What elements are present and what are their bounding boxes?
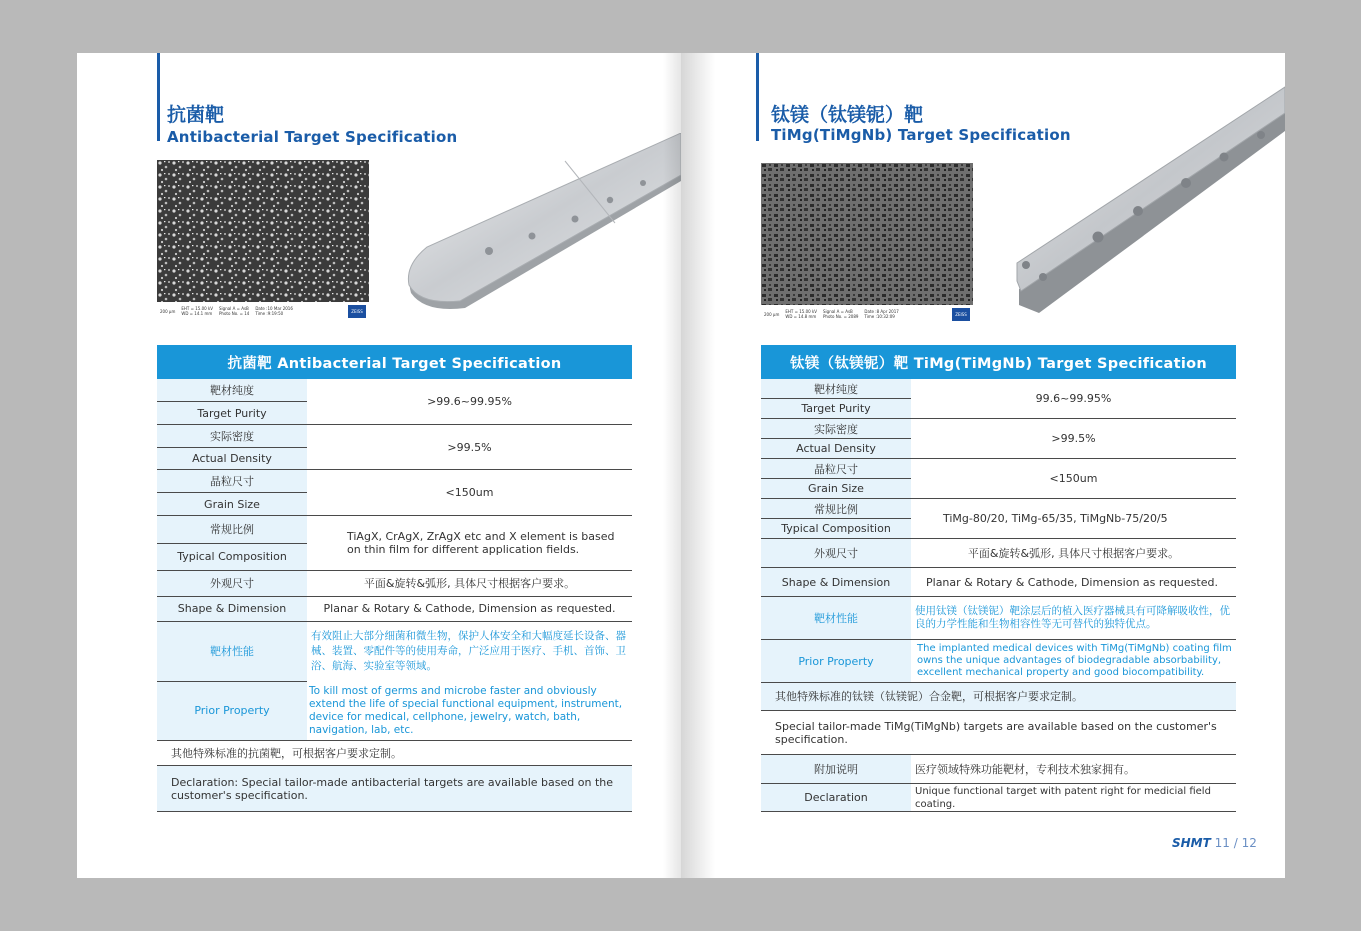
table-row [157,425,632,470]
right-page [681,53,1285,878]
label-en: Shape & Dimension [761,567,911,596]
label-en: Actual Density [157,447,307,470]
extra-value-en: Unique functional target with patent right for medicial field coating. [915,785,1211,810]
antibacterial-spec-table [157,345,632,812]
row-label [761,459,911,498]
label-zh: 靶材性能 [814,612,858,625]
row-value-zh: 平面&旋转&弧形, 具体尺寸根据客户要求。 [307,571,632,597]
page-title-zh: 抗菌靶 [167,104,225,126]
row-label [761,419,911,458]
extra-label-en: Declaration [804,791,868,804]
row-value: <150um [445,486,494,499]
micrograph-texture [761,163,973,305]
row-value-zh: 平面&旋转&弧形, 具体尺寸根据客户要求。 [911,539,1236,568]
label-en: Grain Size [761,478,911,498]
label-en: Grain Size [157,492,307,515]
row-label [761,755,911,783]
page-range: 11 / 12 [1214,836,1257,850]
row-value: >99.5% [1051,432,1096,445]
table-note-zh: 其他特殊标准的钛镁（钛镁铌）合金靶，可根据客户要求定制。 [761,683,1236,711]
accent-bar [157,53,160,141]
label-en: Actual Density [761,438,911,458]
row-value: TiMg-80/20, TiMg-65/35, TiMgNb-75/20/5 [943,512,1168,525]
row-value-group [307,622,632,740]
brand-mark: SHMT [1172,836,1211,850]
table-row [761,784,1236,812]
row-value-group [307,571,632,621]
row-value-group [911,597,1236,682]
table-row [761,597,1236,683]
label-en: Prior Property [761,639,911,682]
sem-time: Time :10:32:09 [864,314,895,319]
row-label [157,571,307,621]
label-zh: 实际密度 [814,422,858,436]
spec-table-header: 抗菌靶 Antibacterial Target Specification [157,345,632,379]
row-value: >99.6~99.95% [427,395,512,408]
label-zh: 常规比例 [210,523,254,537]
sem-micrograph [761,163,973,323]
table-row [761,419,1236,459]
zeiss-logo: ZEISS [348,305,366,318]
page-number [1172,836,1257,850]
label-zh: 外观尺寸 [210,577,254,591]
table-row [157,622,632,741]
label-en: Typical Composition [157,543,307,571]
sem-photo: Photo No. = 2089 [823,314,859,319]
extra-label-zh: 附加说明 [814,763,858,776]
micrograph-texture [157,160,369,302]
row-label [761,539,911,596]
label-zh: 靶材性能 [210,645,254,659]
sem-scale: 200 μm [764,311,780,317]
label-zh: 外观尺寸 [814,547,858,560]
label-en: Shape & Dimension [157,596,307,622]
label-zh: 晶粒尺寸 [814,462,858,476]
row-value: 99.6~99.95% [1035,392,1112,405]
left-page [77,53,681,878]
row-value-zh: 有效阻止大部分细菌和微生物，保护人体安全和大幅度延长设备、器械、装置、零配件等的使用寿命，广泛应用于医疗、手机、首饰、卫浴、航海、实验室等领域。 [311,630,626,672]
table-row [761,499,1236,539]
row-label [157,516,307,570]
spec-table-header: 钛镁（钛镁铌）靶 TiMg(TiMgNb) Target Specification [761,345,1236,379]
sem-date: Date :10 Mar 2016 [255,306,293,311]
row-value: >99.5% [447,440,492,454]
label-en: Prior Property [157,681,307,741]
label-zh: 常规比例 [814,502,858,516]
row-label [761,784,911,811]
sem-signal: Signal A = AsB [823,309,853,314]
label-zh: 晶粒尺寸 [210,475,254,488]
sem-date: Date :8 Apr 2017 [864,309,899,314]
table-row [157,571,632,622]
sem-signal: Signal A = AsB [219,306,249,311]
label-zh: 靶材纯度 [814,382,858,396]
table-note-en: Special tailor-made TiMg(TiMgNb) targets are available based on the customer's specification. [761,711,1236,755]
row-value-zh: 使用钛镁（钛镁铌）靶涂层后的植入医疗器械具有可降解吸收性，优良的力学性能和生物相容性等无可替代的独特优点。 [911,597,1236,640]
sem-info-strip [157,302,369,320]
label-en: Target Purity [157,401,307,424]
sem-signal-block [219,306,249,316]
row-value-group [911,539,1236,596]
page-title-zh: 钛镁（钛镁铌）靶 [771,104,924,126]
row-value-en: The implanted medical devices with TiMg(TiMgNb) coating film owns the unique advantages of biodegradable absorbability, excellent mechanical property and good biocompatibility. [917,643,1232,678]
row-label [157,622,307,740]
sem-wd: WD = 14.8 mm [785,314,817,319]
row-label [157,379,307,424]
sem-wd: WD = 14.1 mm [181,311,213,316]
row-value-en: To kill most of germs and microbe faster and obviously extend the life of special functional equipment, instrument, device for medical, cellphone, jewelry, watch, bath, navigation, lab, etc. [309,684,623,736]
table-note-zh: 其他特殊标准的抗菌靶，可根据客户要求定制。 [157,741,632,766]
label-zh: 实际密度 [210,429,254,443]
table-row [157,516,632,571]
table-row [761,459,1236,499]
row-value: <150um [1049,472,1098,485]
sem-scale: 200 μm [160,308,176,314]
sem-photo: Photo No. = 14 [219,311,250,316]
row-label [761,379,911,418]
table-row [157,379,632,425]
sem-time: Time :9:19:50 [255,311,284,316]
sem-eht: EHT = 15.00 kV [181,306,214,311]
row-label [157,425,307,469]
timg-spec-table [761,345,1236,812]
zeiss-logo: ZEISS [952,308,970,321]
antibacterial-target-photo [405,133,681,318]
sem-signal-block [823,309,858,319]
accent-bar [756,53,759,141]
label-en: Typical Composition [761,518,911,538]
row-label [157,470,307,515]
table-row [761,379,1236,419]
label-en: Target Purity [761,398,911,418]
row-label [761,597,911,682]
row-label [761,499,911,538]
timg-target-photo [1011,85,1285,317]
sem-params [181,306,213,316]
sem-micrograph [157,160,369,320]
sem-params [785,309,817,319]
row-value-en: Planar & Rotary & Cathode, Dimension as requested. [926,575,1218,589]
row-value-en: Planar & Rotary & Cathode, Dimension as requested. [323,602,616,616]
table-row [761,755,1236,784]
sem-date-block [864,309,898,319]
page-title-en: TiMg(TiMgNb) Target Specification [771,126,1071,144]
row-value: TiAgX, CrAgX, ZrAgX etc and X element is based on thin film for different application fields. [347,530,615,556]
sem-date-block [255,306,293,316]
sem-eht: EHT = 15.00 kV [785,309,818,314]
table-note-en: Declaration: Special tailor-made antibacterial targets are available based on the customer's specification. [157,766,632,812]
page-title-en: Antibacterial Target Specification [167,128,458,146]
table-row [761,539,1236,597]
extra-value-zh: 医疗领域特殊功能靶材，专利技术独家拥有。 [915,762,1135,776]
sem-info-strip [761,305,973,323]
label-zh: 靶材纯度 [210,384,254,397]
table-row [157,470,632,516]
